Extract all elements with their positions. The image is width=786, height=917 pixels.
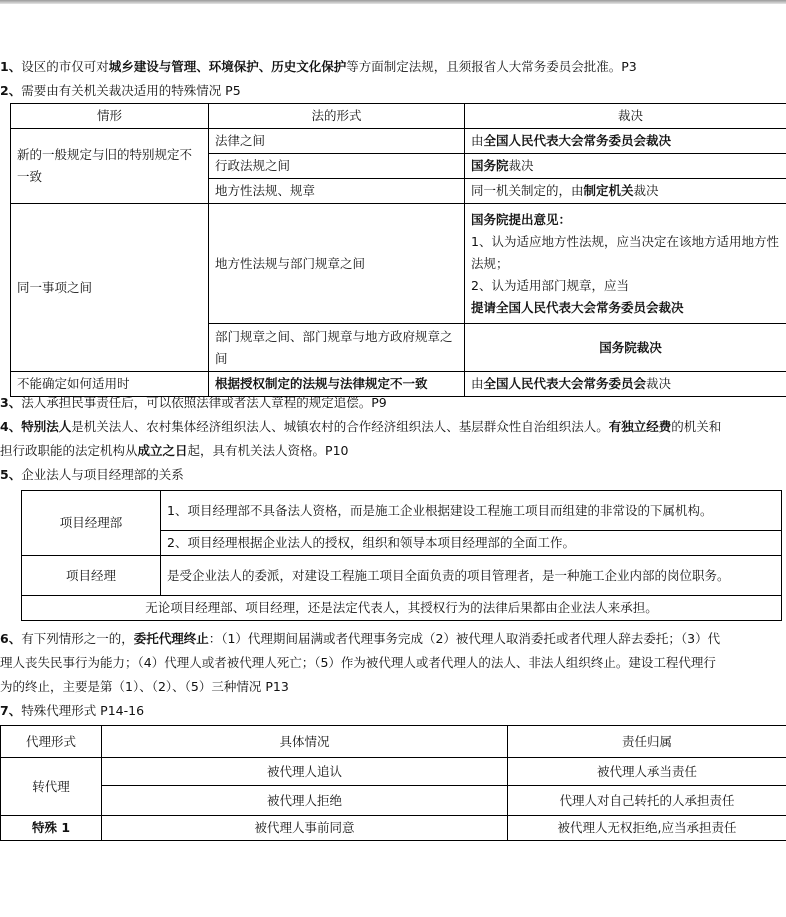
item-number: 5、 [0,467,22,482]
description-cell: 1、项目经理部不具备法人资格，而是施工企业根据建设工程施工项目而组建的非常设的下属机构。 [161,491,782,531]
ruling-cell-state-council-opinion: 国务院提出意见： 1、认为适应地方性法规，应当决定在该地方适用地方性法规； 2、认为适用部门规章，应当 提请全国人民代表大会常务委员会裁决 [465,204,786,324]
text: 起，具有机关法人资格。P10 [187,443,349,458]
ruling-cell: 由全国人民代表大会常务委员会裁决 [465,129,786,154]
item-number: 3、 [0,395,22,410]
header-situation: 情形 [11,104,209,129]
item-number: 4、 [0,419,22,434]
details-cell: 被代理人拒绝 [102,786,508,816]
paragraph-4-line-1 [0,418,721,436]
ruling-cell: 国务院裁决 [465,324,786,372]
text: ：（1）代理期间届满或者代理事务完成（2）被代理人取消委托或者代理人辞去委托；（3）代 [208,631,721,646]
top-bar [0,0,786,4]
ruling-cell: 由全国人民代表大会常务委员会裁决 [465,372,786,397]
paragraph-7 [0,702,144,720]
text: 有下列情形之一的， [21,631,134,646]
law-form-cell: 地方性法规与部门规章之间 [209,204,465,324]
law-form-cell: 地方性法规、规章 [209,179,465,204]
law-form-cell: 法律之间 [209,129,465,154]
header-agency-form: 代理形式 [1,726,102,758]
project-manager-table [21,490,782,621]
description-cell: 是受企业法人的委派，对建设工程施工项目全面负责的项目管理者，是一种施工企业内部的岗位职务。 [161,556,782,596]
text: 企业法人与项目经理部的关系 [21,467,184,482]
bold-text: 委托代理终止 [133,631,209,646]
agency-form-sub-agency: 转代理 [1,758,102,816]
ruling-cell: 国务院裁决 [465,154,786,179]
law-form-cell: 根据授权制定的法规与法律规定不一致 [209,372,465,397]
header-ruling: 裁决 [465,104,786,129]
text: 担行政职能的法定机构从 [0,443,138,458]
paragraph-6-line-3: 为的终止，主要是第（1）、（2）、（5）三种情况 P13 [0,679,289,694]
text: 法人承担民事责任后，可以依照法律或者法人章程的规定追偿。P9 [21,395,387,410]
ruling-cell: 同一机关制定的，由制定机关裁决 [465,179,786,204]
special-agency-table [0,725,786,841]
label-project-department: 项目经理部 [22,491,161,556]
responsibility-cell: 代理人对自己转托的人承担责任 [508,786,786,816]
header-law-form: 法的形式 [209,104,465,129]
text: 是机关法人、农村集体经济组织法人、城镇农村的合作经济组织法人、基层群众性自治组织法人。 [71,419,609,434]
header-responsibility: 责任归属 [508,726,786,758]
case-same-matter: 同一事项之间 [11,204,209,372]
responsibility-cell: 被代理人无权拒绝,应当承担责任 [508,816,786,841]
case-uncertain-application: 不能确定如何适用时 [11,372,209,397]
bold-text: 城乡建设与管理、环境保护、历史文化保护 [108,59,347,74]
bold-text: 成立之日 [137,443,188,458]
paragraph-3 [0,394,387,412]
ruling-table [10,103,786,397]
text: 的机关和 [671,419,722,434]
paragraph-5 [0,466,184,484]
paragraph-6-line-1 [0,630,720,648]
summary-cell: 无论项目经理部、项目经理，还是法定代表人，其授权行为的法律后果都由企业法人来承担。 [22,596,782,621]
item-number: 1、 [0,59,22,74]
text: 需要由有关机关裁决适用的特殊情况 P5 [21,83,241,98]
description-cell: 2、项目经理根据企业法人的授权，组织和领导本项目经理部的全面工作。 [161,531,782,556]
law-form-cell: 行政法规之间 [209,154,465,179]
text: 等方面制定法规，且须报省人大常务委员会批准。P3 [346,59,637,74]
paragraph-2 [0,82,241,100]
text: 设区的市仅可对 [21,59,109,74]
paragraph-1 [0,58,637,76]
label-project-manager: 项目经理 [22,556,161,596]
bold-text: 特别法人 [21,419,72,434]
responsibility-cell: 被代理人承当责任 [508,758,786,786]
details-cell: 被代理人事前同意 [102,816,508,841]
law-form-cell: 部门规章之间、部门规章与地方政府规章之间 [209,324,465,372]
details-cell: 被代理人追认 [102,758,508,786]
item-number: 2、 [0,83,22,98]
agency-form-special-1: 特殊 1 [1,816,102,841]
bold-text: 有独立经费 [608,419,672,434]
paragraph-4-line-2 [0,442,348,460]
case-new-general-old-special: 新的一般规定与旧的特别规定不一致 [11,129,209,204]
item-number: 7、 [0,703,22,718]
paragraph-6-line-2: 理人丧失民事行为能力；（4）代理人或者被代理人死亡；（5）作为被代理人或者代理人的法人、非法人组织终止。建设工程代理行 [0,655,716,670]
item-number: 6、 [0,631,22,646]
text: 特殊代理形式 P14-16 [21,703,145,718]
header-details: 具体情况 [102,726,508,758]
